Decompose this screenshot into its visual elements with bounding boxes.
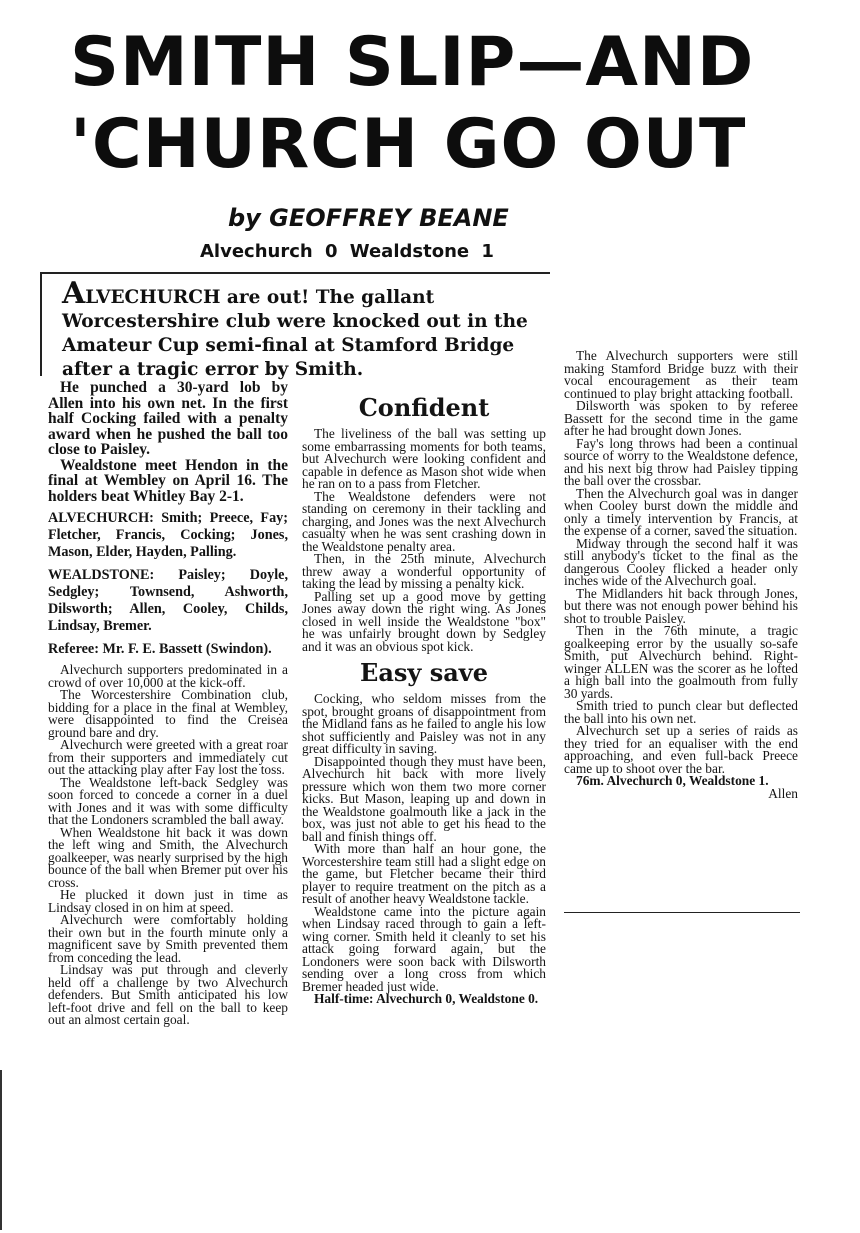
byline: by GEOFFREY BEANE bbox=[228, 204, 509, 232]
column-1 bbox=[48, 380, 288, 1027]
intro-text: LVECHURCH are out! The gallant Worcestershire club were knocked out in the Amateur Cup semi-final at Stamford Bridge after a tragic error by Smith. bbox=[62, 287, 528, 380]
column1-paragraph: Alvechurch were greeted with a great roar from their supporters and immediately cut out the attacking play after Fay lost the toss. bbox=[48, 737, 288, 777]
column3-paragraph: Then in the 76th minute, a tragic goalkeeping error by the usually so-safe Smith, put Alvechurch behind. Right-winger ALLEN was the scorer as he lofted a high ball into the goalmouth from fully 30 yards. bbox=[564, 623, 798, 701]
column3-paragraph: Fay's long throws had been a continual source of worry to the Wealdstone defence, and his next big throw had Paisley tipping the ball over the crossbar. bbox=[564, 435, 798, 488]
column1-paragraph: The Worcestershire Combination club, bidding for a place in the final at Wembley, were disappointed to find the Creisea ground bare and dry. bbox=[48, 687, 288, 740]
column3-paragraph: The Midlanders hit back through Jones, but there was not enough power behind his shot to trouble Paisley. bbox=[564, 585, 798, 626]
referee-line: Referee: Mr. F. E. Bassett (Swindon). bbox=[48, 641, 272, 657]
column3-end-rule bbox=[564, 912, 800, 913]
column2-paragraph: Palling set up a good move by getting Jones away down the right wing. As Jones closed in well inside the Wealdstone "box" he was unfairly brought down by Sedgley and it was an obvious spot kick. bbox=[302, 588, 546, 654]
column1-lead: He punched a 30-yard lob by Allen into his own net. In the first half Cocking failed with a penalty award when he pushed the ball too close to Paisley. bbox=[48, 379, 288, 458]
column1-paragraph: Lindsay was put through and cleverly held off a challenge by two Alvechurch defenders. But Smith anticipated his low left-foot drive and fell on the ball to keep out an almost certain goal. bbox=[48, 962, 288, 1027]
lineup-wealdstone: WEALDSTONE: Paisley; Doyle, Sedgley; Townsend, Ashworth, Dilsworth; Allen, Cooley, Childs, Lindsay, Bremer. bbox=[48, 567, 288, 634]
intro-box-rule bbox=[40, 272, 42, 376]
column3-paragraph: Then the Alvechurch goal was in danger when Cooley burst down the middle and only a timely intervention by Francis, at the expense of a corner, saved the situation. bbox=[564, 485, 798, 538]
score-line: Alvechurch 0 Wealdstone 1 bbox=[200, 241, 494, 262]
column-2 bbox=[302, 388, 546, 1006]
column2-paragraph: With more than half an hour gone, the Worcestershire team still had a slight edge on the game, but Fletcher became their third player to require treatment on the pitch as a result of another heavy Wealdstone tackle. bbox=[302, 841, 546, 906]
column2-paragraph: The liveliness of the ball was setting up some embarrassing moments for both teams, but Alvechurch were looking confident and capable in defence as Mason shot wide when he ran on to a pass from Fletcher. bbox=[302, 426, 546, 491]
column2-paragraph: Wealdstone came into the picture again when Lindsay raced through to gain a left-wing corner. Smith held it cleanly to set his attack going forward again, but the Londoners were soon back with Dilsworth sending over a long cross from which Bremer headed just wide. bbox=[302, 903, 546, 994]
goal-scorer: Allen bbox=[768, 785, 798, 801]
column3-paragraph: Alvechurch set up a series of raids as they tried for an equaliser with the end approaching, and even full-back Preece came up to shoot over the bar. bbox=[564, 723, 798, 776]
column1-paragraph: Alvechurch supporters predominated in a crowd of over 10,000 at the kick-off. bbox=[48, 662, 288, 690]
column3-paragraph: Smith tried to punch clear but deflected the ball into his own net. bbox=[564, 698, 798, 726]
goal-timeline: 76m. Alvechurch 0, Wealdstone 1. bbox=[576, 773, 769, 788]
header-rule bbox=[40, 272, 550, 274]
column-3 bbox=[564, 350, 798, 800]
subhead-confident: Confident bbox=[358, 393, 490, 422]
column3-paragraph: Dilsworth was spoken to by referee Bassett for the second time in the game after he had brought down Jones. bbox=[564, 398, 798, 438]
scan-edge-mark bbox=[0, 1070, 2, 1230]
column1-paragraph: Alvechurch were comfortably holding their own but in the fourth minute only a magnificent save by Smith prevented them from conceding the lead. bbox=[48, 912, 288, 965]
column1-paragraph: When Wealdstone hit back it was down the left wing and Smith, the Alvechurch goalkeeper, was nearly surprised by the high bounce of the ball when Bremer put over his cross. bbox=[48, 824, 288, 890]
halftime-score: Half-time: Alvechurch 0, Wealdstone 0. bbox=[314, 991, 539, 1006]
column1-final-note: Wealdstone meet Hendon in the final at Wembley on April 16. The holders beat Whitley Bay 2-1. bbox=[48, 456, 288, 505]
intro-dropcap: A bbox=[62, 276, 86, 311]
headline-line-1: SMITH SLIP—AND bbox=[70, 23, 755, 102]
column1-paragraph: He plucked it down just in time as Lindsay closed in on him at speed. bbox=[48, 887, 288, 915]
column2-paragraph: Disappointed though they must have been, Alvechurch hit back with more lively pressure which won them two more corner kicks. But Mason, leaping up and down in the Wealdstone goalmouth like a jack in the box, was just not able to get his head to the ball and finish things off. bbox=[302, 753, 546, 844]
headline bbox=[70, 22, 810, 186]
column2-paragraph: The Wealdstone defenders were not standing on ceremony in their tackling and charging, and Jones was the next Alvechurch casualty when he was sent crashing down in the Wealdstone penalty area. bbox=[302, 488, 546, 554]
subhead-easy-save: Easy save bbox=[360, 658, 488, 687]
lineup-alvechurch: ALVECHURCH: Smith; Preece, Fay; Fletcher, Francis, Cocking; Jones, Mason, Elder, Hayden, Palling. bbox=[48, 510, 288, 560]
column3-paragraph: Midway through the second half it was still anybody's ticket to the final as the dangerous Cooley flicked a header only inches wide of the Alvechurch goal. bbox=[564, 535, 798, 588]
headline-line-2: 'CHURCH GO OUT bbox=[70, 105, 747, 184]
column2-paragraph: Then, in the 25th minute, Alvechurch threw away a wonderful opportunity of taking the lead by missing a penalty kick. bbox=[302, 551, 546, 591]
intro-paragraph bbox=[62, 276, 532, 382]
column1-paragraph: The Wealdstone left-back Sedgley was soon forced to concede a corner in a duel with Jones and it was with some difficulty that the Londoners scrambled the ball away. bbox=[48, 774, 288, 827]
column2-paragraph: Cocking, who seldom misses from the spot, brought groans of disappointment from the Midland fans as he failed to angle his low shot sufficiently and Paisley was not in any great difficulty in saving. bbox=[302, 691, 546, 756]
column3-paragraph: The Alvechurch supporters were still making Stamford Bridge buzz with their vocal encouragement as their team continued to play bright attacking football. bbox=[564, 348, 798, 401]
